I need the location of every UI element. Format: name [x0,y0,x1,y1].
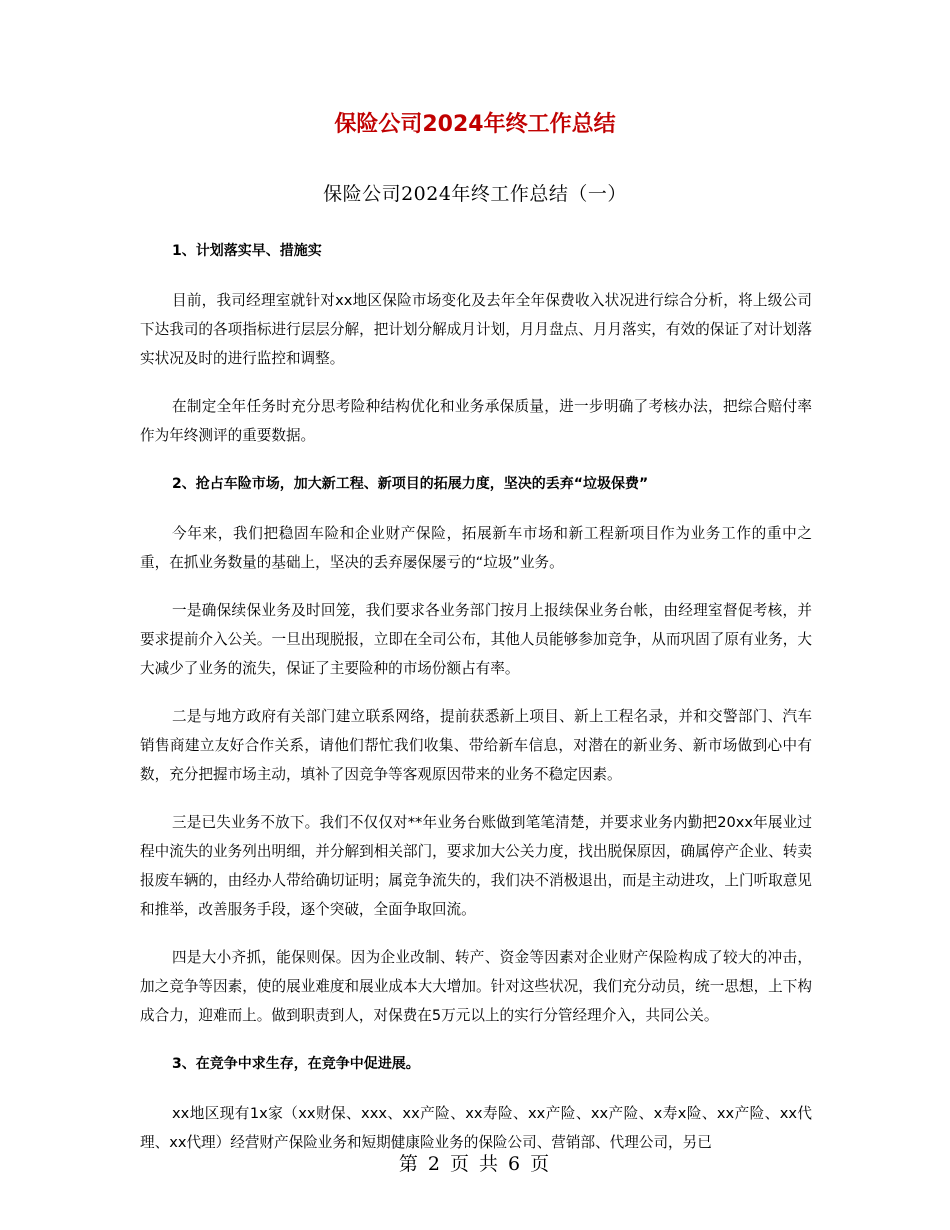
paragraph: 今年来，我们把稳固车险和企业财产保险，拓展新车市场和新工程新项目作为业务工作的重中之重，在抓业务数量的基础上，坚决的丢弃屡保屡亏的“垃圾”业务。 [140,525,812,571]
paragraph: 四是大小齐抓，能保则保。因为企业改制、转产、资金等因素对企业财产保险构成了较大的冲击，加之竞争等因素，使的展业难度和展业成本大大增加。针对这些状况，我们充分动员，统一思想，上下构成合力，迎难而上。做到职责到人，对保费在5万元以上的实行分管经理介入，共同公关。 [140,949,812,1024]
document-title: 保险公司2024年终工作总结 [334,112,616,137]
section-heading: 2、抢占车险市场，加大新工程、新项目的拓展力度，坚决的丢弃“垃圾保费” [172,476,649,492]
paragraph: 在制定全年任务时充分思考险种结构优化和业务承保质量，进一步明确了考核办法，把综合赔付率作为年终测评的重要数据。 [140,398,812,444]
paragraph: xx地区现有1x家（xx财保、xxx、xx产险、xx寿险、xx产险、xx产险、x寿x险、xx产险、xx代理、xx代理）经营财产保险业务和短期健康险业务的保险公司、营销部、代理公司，另已 [140,1105,812,1151]
document-subtitle: 保险公司2024年终工作总结（一） [323,183,627,205]
section-heading: 3、在竞争中求生存，在竞争中促进展。 [172,1056,420,1072]
paragraph: 目前，我司经理室就针对xx地区保险市场变化及去年全年保费收入状况进行综合分析，将上级公司下达我司的各项指标进行层层分解，把计划分解成月计划，月月盘点、月月落实，有效的保证了对计划落实状况及时的进行监控和调整。 [140,292,812,367]
document-body [140,236,812,1157]
page-number-footer: 第 2 页 共 6 页 [398,1153,552,1175]
paragraph: 二是与地方政府有关部门建立联系网络，提前获悉新上项目、新上工程名录，并和交警部门、汽车销售商建立友好合作关系，请他们帮忙我们收集、带给新车信息，对潜在的新业务、新市场做到心中有数，充分把握市场主动，填补了因竞争等客观原因带来的业务不稳定因素。 [140,708,812,783]
paragraph: 一是确保续保业务及时回笼，我们要求各业务部门按月上报续保业务台帐，由经理室督促考核，并要求提前介入公关。一旦出现脱报，立即在全司公布，其他人员能够参加竞争，从而巩固了原有业务，大大减少了业务的流失，保证了主要险种的市场份额占有率。 [140,602,812,677]
paragraph: 三是已失业务不放下。我们不仅仅对**年业务台账做到笔笔清楚，并要求业务内勤把20xx年展业过程中流失的业务列出明细，并分解到相关部门，要求加大公关力度，找出脱保原因，确属停产企业、转卖报废车辆的，由经办人带给确切证明；属竞争流失的，我们决不消极退出，而是主动进攻，上门听取意见和推举，改善服务手段，逐个突破，全面争取回流。 [140,814,812,918]
section-heading: 1、计划落实早、措施实 [172,243,322,259]
